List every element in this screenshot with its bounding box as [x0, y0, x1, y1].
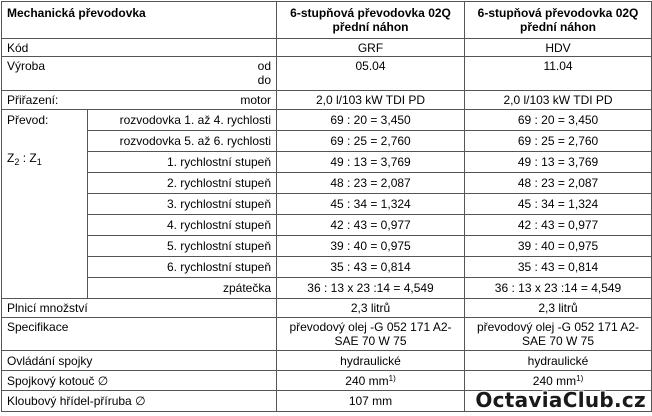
- prevod-sub-label: 3. rychlostní stupeň: [88, 194, 277, 215]
- table-row: [2, 278, 652, 299]
- vyroba-sublabels: [88, 57, 277, 91]
- row-label-plnici: Plnicí množství: [2, 299, 277, 318]
- header-variant-1: [277, 2, 465, 39]
- prevod-value-2: 45 : 34 = 1,324: [465, 194, 652, 215]
- header-variant-2: [465, 2, 652, 39]
- row-label-hridel: Kloubový hřídel-příruba ∅: [2, 391, 277, 412]
- table-row: [2, 57, 652, 91]
- table-row: [2, 257, 652, 278]
- prevod-sub-label: rozvodovka 5. až 6. rychlosti: [88, 131, 277, 152]
- table-row: [2, 131, 652, 152]
- plnici-value-1: 2,3 litrů: [277, 299, 465, 318]
- kotouc-value-1-text: 240 mm: [345, 373, 389, 388]
- z2-subscript: 2: [14, 157, 20, 167]
- prevod-value-1: 39 : 40 = 0,975: [277, 236, 465, 257]
- prevod-value-2: 48 : 23 = 2,087: [465, 173, 652, 194]
- kotouc-value-2-text: 240 mm: [532, 373, 577, 388]
- hridel-value-1: 107 mm: [277, 391, 465, 412]
- plnici-value-2: 2,3 litrů: [465, 299, 652, 318]
- kod-value-1: GRF: [277, 39, 465, 57]
- header-row: [2, 2, 652, 39]
- kotouc-value-1: [277, 371, 465, 391]
- prevod-sub-label: 4. rychlostní stupeň: [88, 215, 277, 236]
- header-variant-2-line1: 6-stupňová převodovka 02Q: [477, 6, 639, 20]
- row-label-vyroba: Výroba: [2, 57, 88, 91]
- table-row: [2, 173, 652, 194]
- prirazeni-motor: motor: [88, 91, 277, 110]
- prevod-value-2: 39 : 40 = 0,975: [465, 236, 652, 257]
- table-row: [2, 236, 652, 257]
- z-ratio-label: [7, 151, 82, 169]
- prevod-value-1: 69 : 20 = 3,450: [277, 110, 465, 131]
- table-row: [2, 39, 652, 57]
- z-separator: : Z: [19, 151, 37, 165]
- watermark-logo: OctaviaClub.cz: [475, 388, 646, 412]
- prevod-value-2: 49 : 13 = 3,769: [465, 152, 652, 173]
- prevod-label: Převod:: [7, 113, 49, 127]
- ovladani-value-1: hydraulické: [277, 351, 465, 371]
- prevod-sub-label: 2. rychlostní stupeň: [88, 173, 277, 194]
- prevod-value-2: 35 : 43 = 0,814: [465, 257, 652, 278]
- table-row: [2, 152, 652, 173]
- z1-subscript: 1: [36, 157, 42, 167]
- specifikace-2-line1: převodový olej -G 052 171 A2-: [476, 320, 640, 334]
- specifikace-value-1: [277, 318, 465, 351]
- prevod-value-2: 69 : 25 = 2,760: [465, 131, 652, 152]
- prevod-value-2: 42 : 43 = 0,977: [465, 215, 652, 236]
- row-label-kotouc: Spojkový kotouč ∅: [2, 371, 277, 391]
- table-row: [2, 318, 652, 351]
- row-label-specifikace: Specifikace: [2, 318, 277, 351]
- prevod-value-1: 42 : 43 = 0,977: [277, 215, 465, 236]
- table-row: [2, 194, 652, 215]
- row-label-prirazeni: Přiřazení:: [2, 91, 88, 110]
- ovladani-value-2: hydraulické: [465, 351, 652, 371]
- prevod-value-1: 45 : 34 = 1,324: [277, 194, 465, 215]
- kod-value-2: HDV: [465, 39, 652, 57]
- prevod-value-2: 69 : 20 = 3,450: [465, 110, 652, 131]
- specifikace-1-line2: SAE 70 W 75: [334, 334, 407, 348]
- table-row: [2, 351, 652, 371]
- header-variant-1-line1: 6-stupňová převodovka 02Q: [290, 6, 451, 20]
- row-label-prevod: [2, 110, 88, 299]
- header-gearbox-type: Mechanická převodovka: [2, 2, 277, 39]
- prevod-value-1: 48 : 23 = 2,087: [277, 173, 465, 194]
- header-variant-2-line2: přední náhon: [520, 20, 597, 34]
- specifikace-2-line2: SAE 70 W 75: [521, 334, 595, 348]
- table-row: [2, 215, 652, 236]
- kotouc-footnote-1: 1): [388, 373, 396, 383]
- prevod-sub-label: 1. rychlostní stupeň: [88, 152, 277, 173]
- prevod-value-2: 36 : 13 x 23 :14 = 4,549: [465, 278, 652, 299]
- prirazeni-value-2: 2,0 l/103 kW TDI PD: [465, 91, 652, 110]
- kotouc-footnote-2: 1): [576, 373, 584, 383]
- prevod-value-1: 36 : 13 x 23 :14 = 4,549: [277, 278, 465, 299]
- header-variant-1-line2: přední náhon: [332, 20, 409, 34]
- table-row: [2, 299, 652, 318]
- prevod-sub-label: zpátečka: [88, 278, 277, 299]
- gearbox-spec-table: [1, 1, 652, 412]
- table-row: [2, 110, 652, 131]
- prirazeni-value-1: 2,0 l/103 kW TDI PD: [277, 91, 465, 110]
- prevod-sub-label: rozvodovka 1. až 4. rychlosti: [88, 110, 277, 131]
- z-letter: Z: [7, 151, 15, 165]
- prevod-value-1: 35 : 43 = 0,814: [277, 257, 465, 278]
- prevod-value-1: 49 : 13 = 3,769: [277, 152, 465, 173]
- vyroba-od: od: [257, 59, 272, 73]
- vyroba-value-2: 11.04: [465, 57, 652, 91]
- prevod-sub-label: 5. rychlostní stupeň: [88, 236, 277, 257]
- table-row: [2, 91, 652, 110]
- row-label-ovladani: Ovládání spojky: [2, 351, 277, 371]
- prevod-value-1: 69 : 25 = 2,760: [277, 131, 465, 152]
- row-label-kod: Kód: [2, 39, 277, 57]
- prevod-sub-label: 6. rychlostní stupeň: [88, 257, 277, 278]
- specifikace-value-2: [465, 318, 652, 351]
- vyroba-value-1: 05.04: [277, 57, 465, 91]
- vyroba-do: do: [257, 73, 272, 87]
- specifikace-1-line1: převodový olej -G 052 171 A2-: [289, 320, 452, 334]
